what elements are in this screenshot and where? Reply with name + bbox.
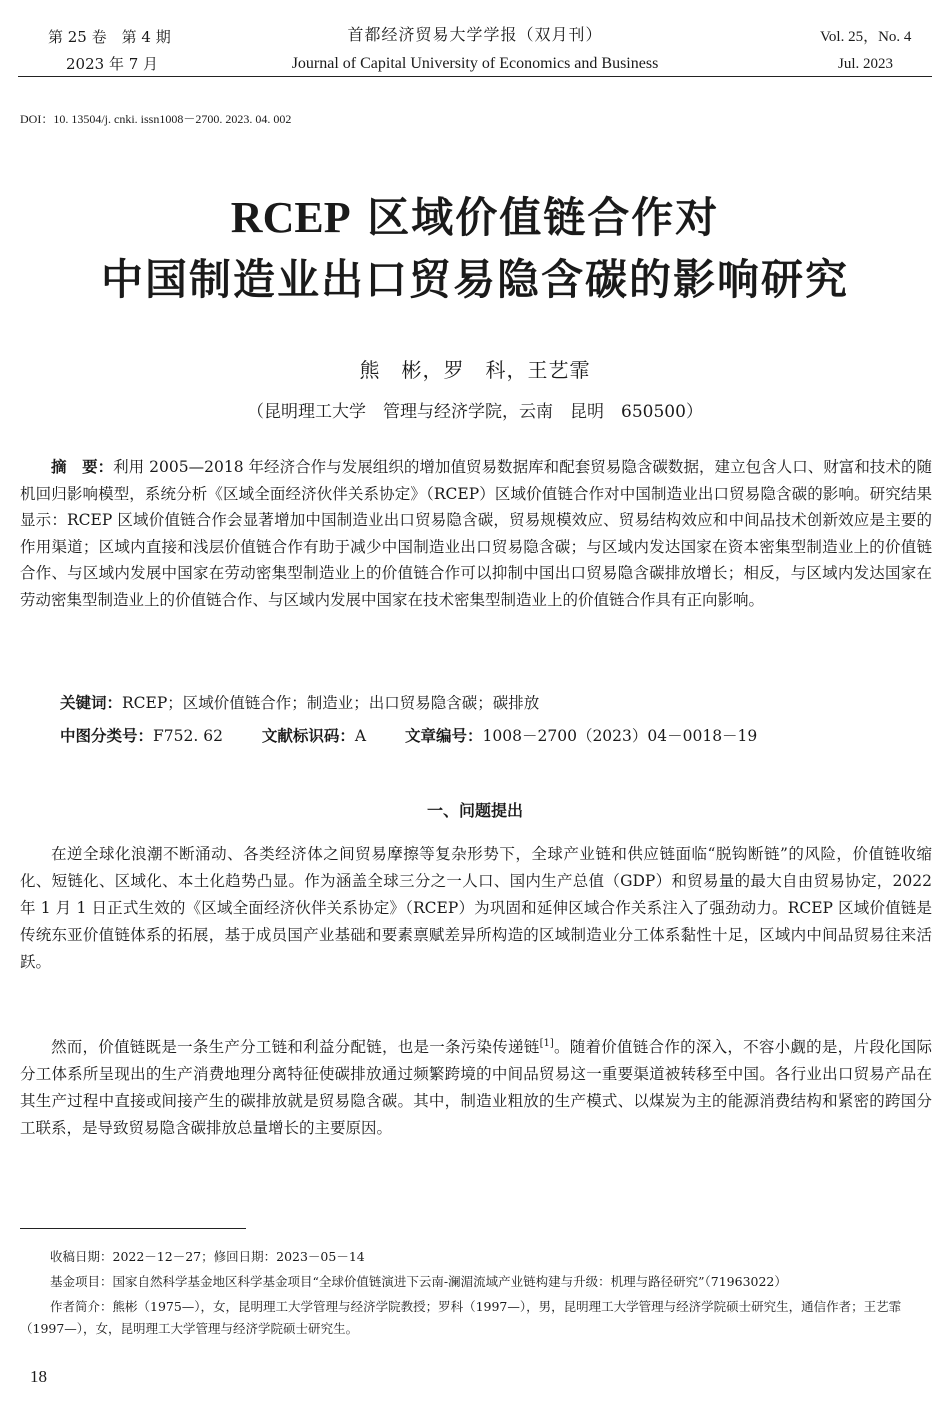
footnote-rule bbox=[20, 1228, 246, 1229]
footnote-dates: 收稿日期：2022－12－27；修回日期：2023－05－14 bbox=[50, 1249, 365, 1264]
body-paragraph-1: 在逆全球化浪潮不断涌动、各类经济体之间贸易摩擦等复杂形势下，全球产业链和供应链面临“脱钩断链”的风险，价值链收缩化、短链化、区域化、本土化趋势凸显。作为涵盖全球三分之一人口、国内生产总值（GDP）和贸易量的最大自由贸易协定，2022 年 1 月 1 日正式生效的《区域全面经济伙伴关系协定》（RCEP）为巩固和延伸区域合作关系注入了强劲动力。RCEP 区域价值链是传统东亚价值链体系的拓展，基于成员国产业基础和要素禀赋差异所构造的区域制造业分工体系黏性十足，区域内中间品贸易往来活跃。 bbox=[20, 845, 932, 971]
article-number bbox=[405, 727, 757, 745]
header-volume-issue: 第 25 卷 第 4 期 bbox=[48, 28, 171, 46]
article-title-line1 bbox=[0, 188, 950, 248]
doc-code bbox=[262, 727, 366, 745]
para2-text-b: 。随着价值链合作的深入，不容小觑的是，片段化国际分工体系所呈现出的生产消费地理分离特征使碳排放通过频繁跨境的中间品贸易这一重要渠道被转移至中国。各行业出口贸易产品在其生产过程中直接或间接产生的碳排放就是贸易隐含碳。其中，制造业粗放的生产模式、以煤炭为主的能源消费结构和紧密的跨国分工联系，是导致贸易隐含碳排放总量增长的主要原因。 bbox=[20, 1038, 932, 1138]
header-journal-cn: 首都经济贸易大学学报（双月刊） bbox=[347, 25, 603, 44]
article-number-value: 1008－2700（2023）04－0018－19 bbox=[482, 727, 758, 745]
title-latin: RCEP bbox=[230, 193, 351, 242]
clc bbox=[60, 727, 223, 745]
abstract-label: 摘 要： bbox=[51, 458, 114, 476]
article-number-label: 文章编号： bbox=[405, 727, 483, 745]
citation-ref: [1] bbox=[539, 1038, 554, 1049]
doi: DOI：10. 13504/j. cnki. issn1008－2700. 2023. 04. 002 bbox=[20, 112, 292, 126]
doc-code-value: A bbox=[354, 727, 367, 745]
keywords-text: RCEP；区域价值链合作；制造业；出口贸易隐含碳；碳排放 bbox=[122, 694, 540, 712]
keywords-label: 关键词： bbox=[60, 694, 123, 712]
keywords bbox=[60, 693, 539, 713]
clc-value: F752. 62 bbox=[153, 727, 223, 745]
title-line1-rest: 区域价值链合作对 bbox=[350, 193, 720, 242]
header-vol-en: Vol. 25，No. 4 bbox=[820, 29, 912, 45]
footnote-fund: 基金项目：国家自然科学基金地区科学基金项目“全球价值链演进下云南-澜湄流域产业链构建与升级：机理与路径研究”（71963022） bbox=[50, 1274, 787, 1289]
footnote-authors: 作者简介：熊彬（1975—），女，昆明理工大学管理与经济学院教授；罗科（1997—），男，昆明理工大学管理与经济学院硕士研究生，通信作者；王艺霏（1997—），女，昆明理工大学管理与经济学院硕士研究生。 bbox=[20, 1299, 902, 1336]
header-rule bbox=[18, 76, 932, 77]
authors: 熊 彬，罗 科，王艺霏 bbox=[359, 358, 591, 382]
header-date-cn: 2023 年 7 月 bbox=[66, 55, 159, 73]
header-journal-en: Journal of Capital University of Economics and Business bbox=[291, 55, 659, 72]
doc-code-label: 文献标识码： bbox=[261, 727, 355, 745]
abstract bbox=[20, 454, 932, 613]
article-title-line2: 中国制造业出口贸易隐含碳的影响研究 bbox=[100, 255, 849, 304]
abstract-text: 利用 2005—2018 年经济合作与发展组织的增加值贸易数据库和配套贸易隐含碳数据，建立包含人口、财富和技术的随机回归影响模型，系统分析《区域全面经济伙伴关系协定》（RCEP）区域价值链合作对中国制造业出口贸易隐含碳的影响。研究结果显示：RCEP 区域价值链合作会显著增加中国制造业出口贸易隐含碳，贸易规模效应、贸易结构效应和中间品技术创新效应是主要的作用渠道；区域内直接和浅层价值链合作有助于减少中国制造业出口贸易隐含碳；与区域内发达国家在资本密集型制造业上的价值链合作、与区域内发展中国家在劳动密集型制造业上的价值链合作可以抑制中国出口贸易隐含碳排放增长；相反，与区域内发达国家在劳动密集型制造业上的价值链合作、与区域内发展中国家在技术密集型制造业上的价值链合作具有正向影响。 bbox=[20, 458, 932, 609]
header-date-en: Jul. 2023 bbox=[838, 56, 894, 72]
page-number: 18 bbox=[30, 1367, 47, 1386]
affiliation: （昆明理工大学 管理与经济学院，云南 昆明 650500） bbox=[247, 402, 703, 422]
para2-text-a: 然而，价值链既是一条生产分工链和利益分配链，也是一条污染传递链 bbox=[51, 1038, 540, 1057]
body-paragraph-2 bbox=[20, 1030, 932, 1142]
classification bbox=[60, 726, 757, 746]
clc-label: 中图分类号： bbox=[60, 727, 154, 745]
section-heading: 一、问题提出 bbox=[426, 801, 523, 820]
